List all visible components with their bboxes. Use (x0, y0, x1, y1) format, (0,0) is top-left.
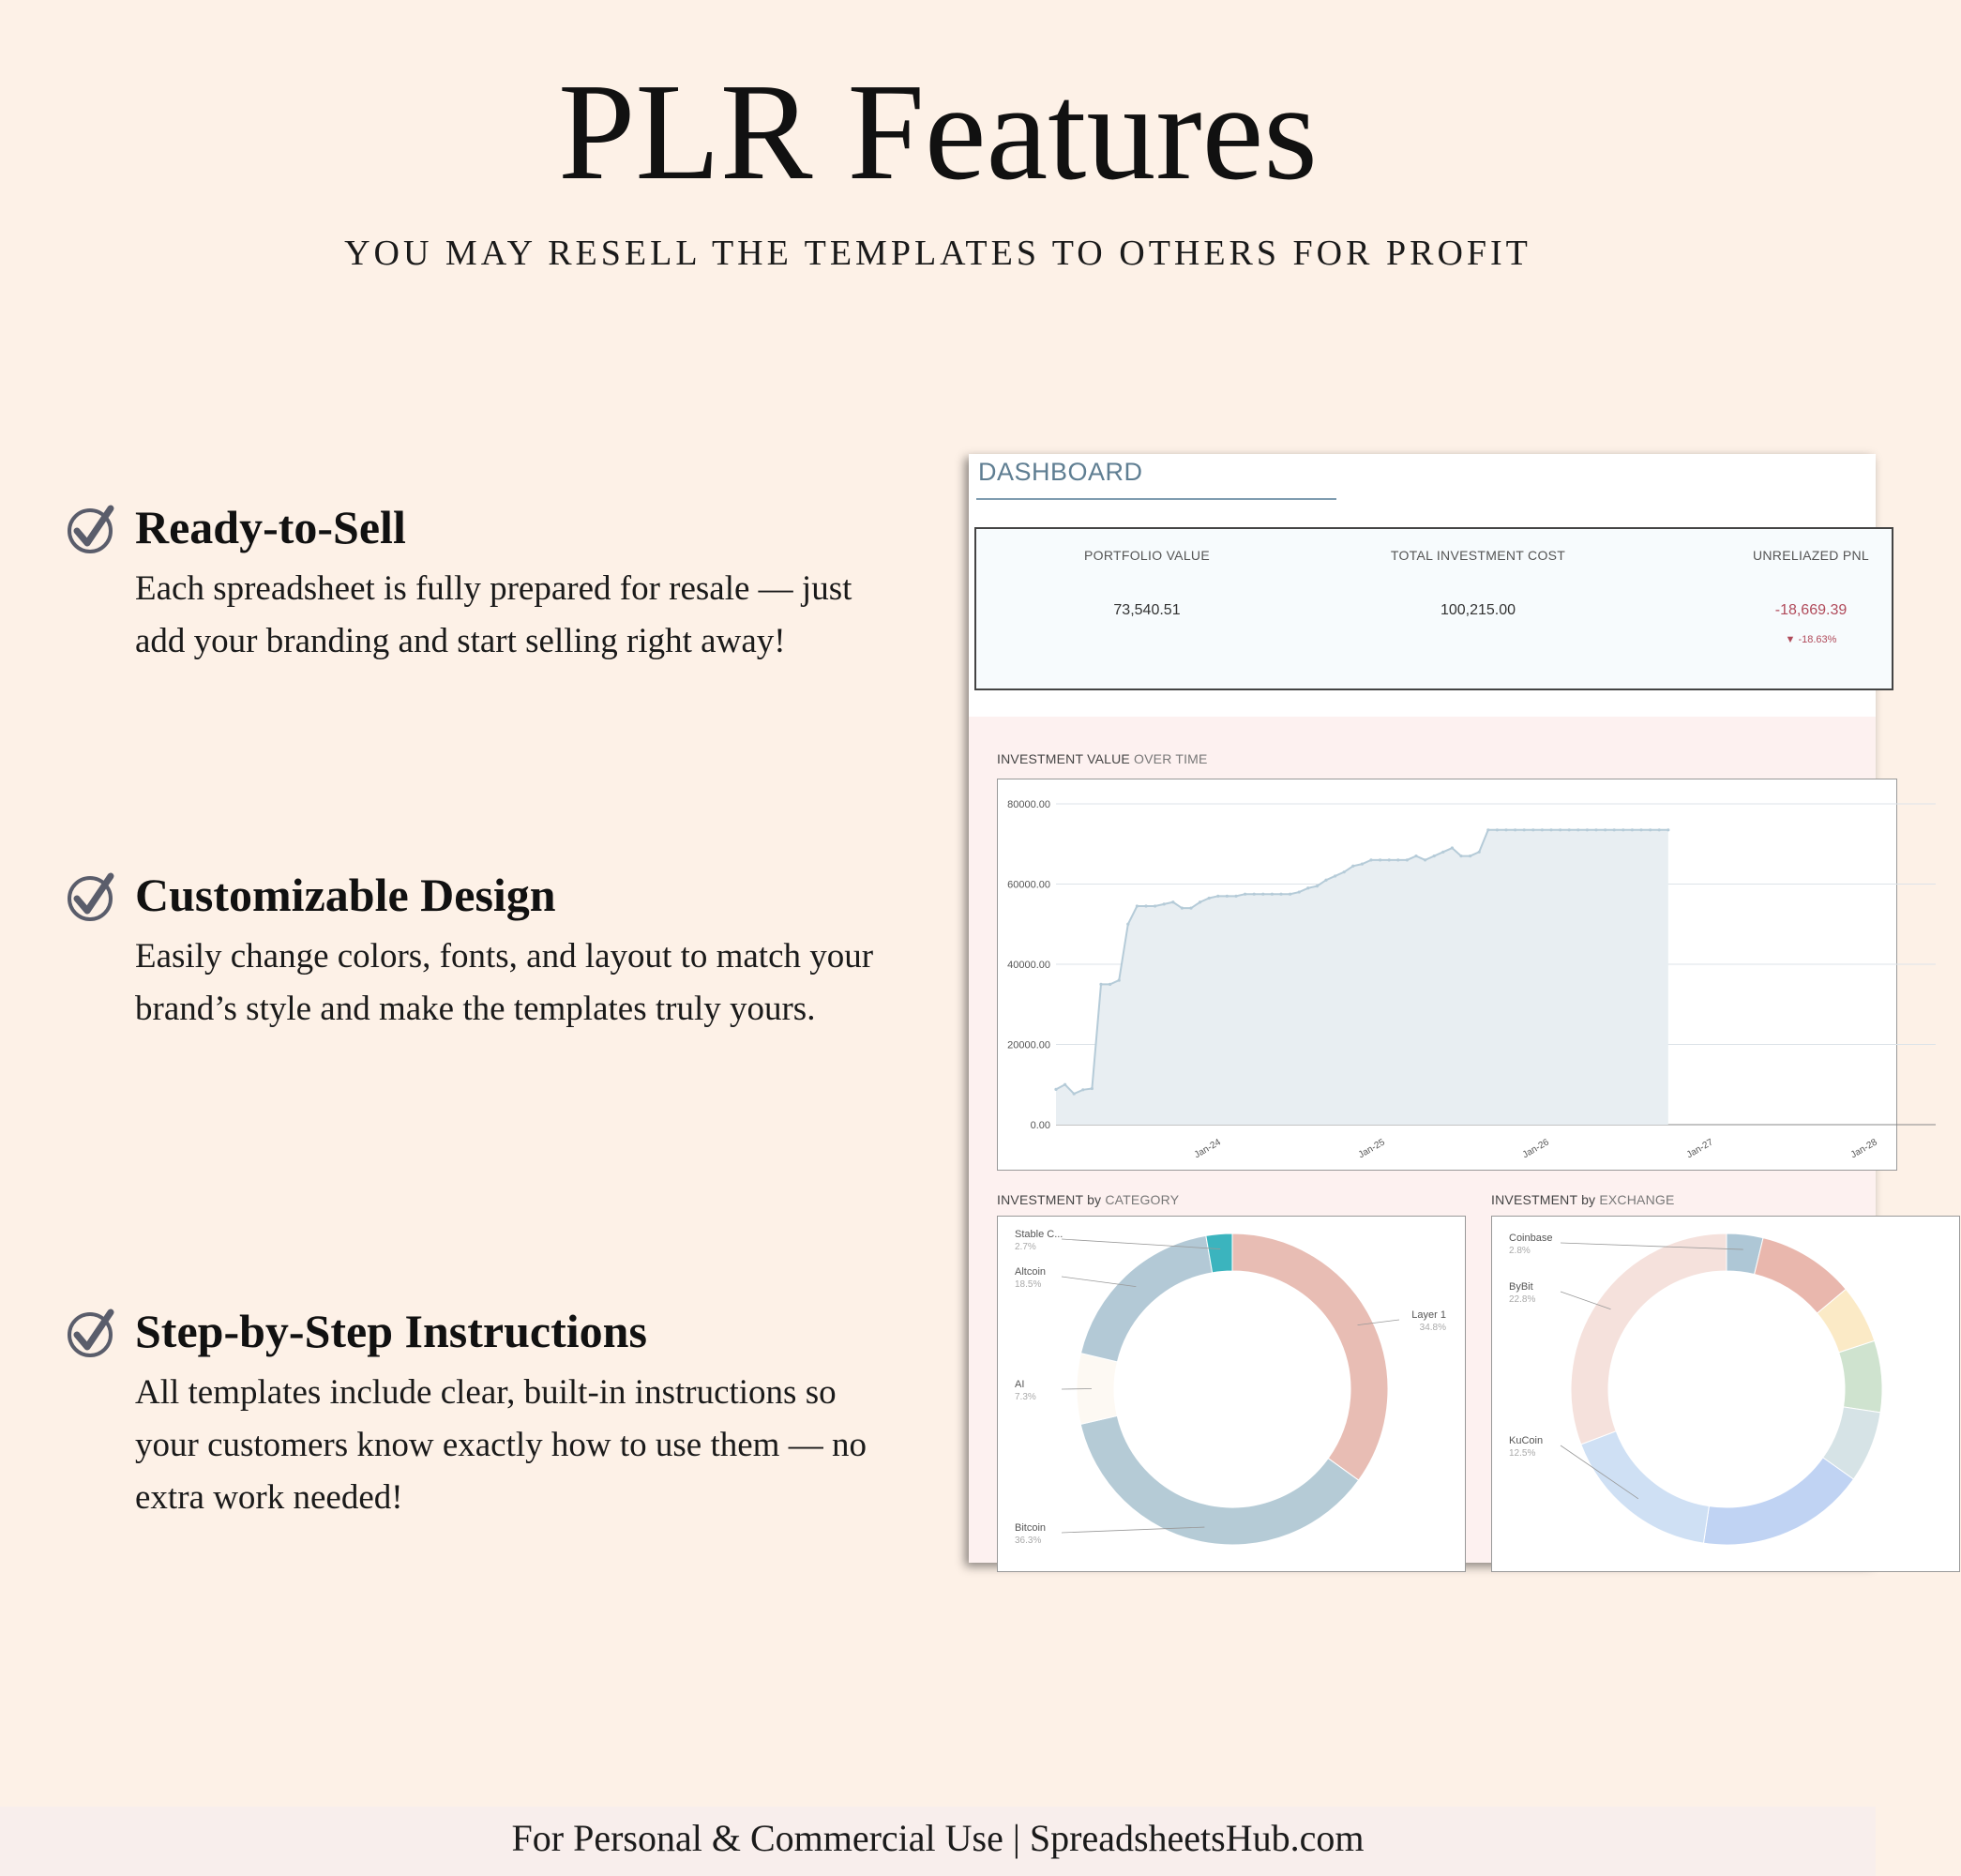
data-point (1631, 828, 1634, 831)
kpi-total-investment-cost (1337, 548, 1619, 619)
exchange-donut-chart (1492, 1217, 1961, 1573)
data-point (1099, 983, 1102, 986)
slice-label: ByBit (1509, 1281, 1533, 1293)
data-point (1523, 828, 1526, 831)
data-point (1253, 893, 1256, 896)
feature-step-by-step (66, 1301, 891, 1524)
data-point (1054, 1088, 1057, 1091)
checkmark-icon (66, 872, 116, 923)
data-point (1351, 865, 1354, 868)
data-point (1298, 890, 1301, 893)
data-point (1261, 893, 1264, 896)
data-point (1424, 858, 1426, 861)
feature-title: Customizable Design (135, 869, 556, 921)
kpi-portfolio-value (1006, 548, 1288, 619)
data-point (1504, 828, 1507, 831)
kpi-value: 100,215.00 (1440, 602, 1516, 618)
data-point (1496, 828, 1499, 831)
data-point (1199, 900, 1201, 903)
y-tick-label: 20000.00 (1007, 1039, 1050, 1051)
slice-label: Stable C... (1015, 1229, 1063, 1240)
area-fill (1056, 830, 1668, 1125)
data-point (1279, 893, 1282, 896)
data-point (1126, 923, 1129, 926)
slice-percent: 2.7% (1015, 1242, 1036, 1252)
kpi-label: UNRELIAZED PNL (1752, 548, 1869, 563)
slice-label: KuCoin (1509, 1435, 1544, 1446)
data-point (1441, 851, 1444, 854)
data-point (1216, 895, 1219, 898)
footer-text: For Personal & Commercial Use | SpreadsheetsHub.com (511, 1817, 1365, 1859)
slice-percent: 18.5% (1015, 1279, 1042, 1290)
donut-slice (1080, 1415, 1358, 1545)
x-tick-label: Jan-24 (1192, 1137, 1223, 1161)
data-point (1414, 855, 1417, 857)
kpi-unrealized-pnl (1670, 548, 1952, 645)
data-point (1063, 1083, 1066, 1086)
data-point (1379, 858, 1381, 861)
slice-percent: 12.5% (1509, 1448, 1536, 1459)
x-tick-label: Jan-28 (1848, 1137, 1879, 1161)
slice-label: Layer 1 (1411, 1309, 1446, 1321)
data-point (1586, 828, 1589, 831)
line-chart-label (997, 751, 1208, 766)
line-label-prefix: INVESTMENT VALUE (997, 751, 1130, 766)
donut-slice (1703, 1458, 1853, 1545)
donut-slice (1581, 1431, 1710, 1543)
data-point (1244, 893, 1246, 896)
slice-percent: 34.8% (1419, 1323, 1446, 1333)
data-point (1154, 904, 1156, 907)
x-tick-label: Jan-27 (1684, 1137, 1715, 1161)
line-label-suffix: OVER TIME (1134, 751, 1208, 766)
data-point (1081, 1088, 1084, 1091)
data-point (1514, 828, 1516, 831)
data-point (1343, 870, 1346, 873)
feature-body: Easily change colors, fonts, and layout to match your brand’s style and make the templates truly yours. (135, 937, 874, 1028)
exchange-chart-panel (1491, 1216, 1960, 1572)
page-subtitle: YOU MAY RESELL THE TEMPLATES TO OTHERS FOR PROFIT (344, 234, 1531, 273)
slice-percent: 36.3% (1015, 1536, 1042, 1546)
data-point (1396, 858, 1399, 861)
dashboard-preview (969, 454, 1879, 1563)
kpi-change: ▼ -18.63% (1785, 634, 1837, 645)
y-tick-label: 0.00 (1030, 1120, 1050, 1131)
data-point (1559, 828, 1561, 831)
data-point (1306, 886, 1309, 889)
kpi-value: -18,669.39 (1774, 602, 1848, 618)
data-point (1136, 904, 1139, 907)
feature-title: Ready-to-Sell (135, 501, 406, 553)
category-chart-label (997, 1192, 1179, 1207)
category-label-prefix: INVESTMENT by (997, 1192, 1102, 1207)
data-point (1118, 979, 1121, 982)
data-point (1289, 893, 1291, 896)
data-point (1271, 893, 1274, 896)
slice-label: Altcoin (1015, 1266, 1047, 1278)
dashboard-title: DASHBOARD (978, 458, 1143, 486)
category-donut-chart (998, 1217, 1467, 1573)
slice-percent: 22.8% (1509, 1294, 1536, 1305)
data-point (1369, 858, 1372, 861)
kpi-panel (974, 527, 1893, 690)
title-underline (976, 498, 1336, 500)
feature-title: Step-by-Step Instructions (135, 1305, 647, 1357)
data-point (1576, 828, 1579, 831)
slice-label: Coinbase (1509, 1233, 1553, 1244)
data-point (1549, 828, 1552, 831)
category-label-suffix: CATEGORY (1105, 1192, 1180, 1207)
data-point (1639, 828, 1642, 831)
data-point (1568, 828, 1571, 831)
data-point (1144, 904, 1147, 907)
slice-label: Bitcoin (1015, 1522, 1047, 1534)
data-point (1109, 983, 1111, 986)
kpi-label: TOTAL INVESTMENT COST (1390, 548, 1566, 563)
data-point (1324, 879, 1327, 882)
data-point (1541, 828, 1544, 831)
data-point (1163, 902, 1166, 905)
data-point (1613, 828, 1616, 831)
checkmark-icon (66, 505, 116, 555)
slice-label: AI (1015, 1379, 1025, 1390)
data-point (1469, 855, 1471, 857)
kpi-label: PORTFOLIO VALUE (1084, 548, 1210, 563)
line-chart-panel (997, 779, 1897, 1171)
data-point (1171, 900, 1174, 903)
data-point (1189, 907, 1192, 910)
data-point (1073, 1092, 1076, 1095)
exchange-chart-label (1491, 1192, 1675, 1207)
y-tick-label: 40000.00 (1007, 960, 1050, 971)
data-point (1234, 895, 1237, 898)
slice-percent: 7.3% (1015, 1392, 1036, 1402)
data-point (1406, 858, 1409, 861)
data-point (1667, 828, 1669, 831)
category-chart-panel (997, 1216, 1466, 1572)
data-point (1451, 846, 1454, 849)
feature-customizable-design (66, 865, 891, 1036)
data-point (1604, 828, 1607, 831)
data-point (1334, 874, 1336, 877)
data-point (1649, 828, 1652, 831)
data-point (1531, 828, 1534, 831)
slice-percent: 2.8% (1509, 1246, 1531, 1256)
x-tick-label: Jan-25 (1356, 1137, 1387, 1161)
exchange-label-prefix: INVESTMENT by (1491, 1192, 1596, 1207)
donut-slice (1081, 1235, 1213, 1361)
data-point (1388, 858, 1391, 861)
y-tick-label: 80000.00 (1007, 799, 1050, 810)
page-title: PLR Features (558, 55, 1318, 209)
data-point (1478, 851, 1481, 854)
data-point (1622, 828, 1624, 831)
checkmark-icon (66, 1309, 116, 1359)
y-tick-label: 60000.00 (1007, 879, 1050, 891)
data-point (1226, 895, 1229, 898)
data-point (1091, 1087, 1094, 1090)
exchange-label-suffix: EXCHANGE (1599, 1192, 1675, 1207)
data-point (1181, 907, 1184, 910)
feature-ready-to-sell (66, 497, 891, 668)
x-tick-label: Jan-26 (1520, 1137, 1551, 1161)
data-point (1361, 863, 1364, 866)
line-chart (998, 779, 1898, 1172)
data-point (1658, 828, 1661, 831)
donut-slice (1571, 1233, 1727, 1445)
data-point (1594, 828, 1597, 831)
data-point (1433, 855, 1436, 857)
kpi-value: 73,540.51 (1113, 602, 1181, 618)
feature-body: All templates include clear, built-in instructions so your customers know exactly how to use them — no extra work needed! (135, 1373, 867, 1517)
donut-slice (1232, 1233, 1388, 1480)
data-point (1208, 897, 1211, 900)
data-point (1316, 885, 1319, 887)
donut-slice (1839, 1340, 1882, 1412)
data-point (1486, 828, 1489, 831)
data-point (1459, 855, 1462, 857)
feature-body: Each spreadsheet is fully prepared for resale — just add your branding and start selling right away! (135, 569, 852, 660)
